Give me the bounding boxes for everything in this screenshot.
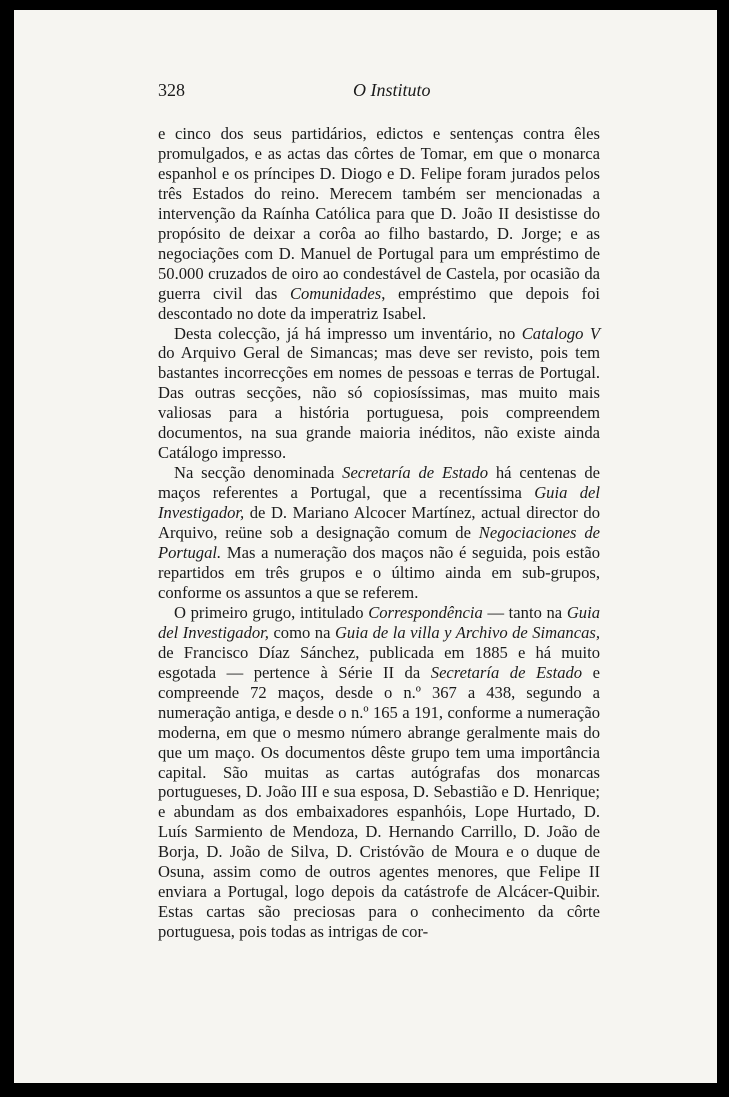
text-segment: de Francisco Díaz Sánchez, publicada em 1885 e há muito esgotada — pertence à Série II da xyxy=(158,642,600,682)
text-segment: — tanto na xyxy=(482,602,567,622)
italic-text-segment: Negociaciones de Portugal. xyxy=(158,523,600,563)
italic-text-segment: Guia del Investigador, xyxy=(158,483,601,523)
text-segment: do Arquivo Geral de Simancas; mas deve ser revisto, pois tem bastantes incorrecções em nomes de pessoas e terras de Portugal. Das outras secções, não só copiosíssimas, mas muito mais valiosas para a história portuguesa, pois compreendem documentos, na sua grande maioria inéditos, não existe ainda Catálogo impresso. xyxy=(158,343,600,463)
italic-text-segment: Catalogo V xyxy=(521,323,600,343)
italic-text-segment: Guia del Investigador, xyxy=(158,602,601,642)
text-segment: Mas a numeração dos maços não é seguida, pois estão repartidos em três grupos e o último ainda em sub-grupos, conforme os assuntos a que se referem. xyxy=(158,543,600,602)
book-page xyxy=(14,10,717,1083)
italic-text-segment: Secretaría de Estado xyxy=(430,662,583,682)
body-text xyxy=(158,124,600,942)
paragraph-3 xyxy=(158,463,600,603)
paragraph-2 xyxy=(158,324,600,464)
italic-text-segment: Guia de la villa y Archivo de Simancas, xyxy=(334,622,600,642)
italic-text-segment: Correspondência xyxy=(368,602,483,622)
text-segment: de D. Mariano Alcocer Martínez, actual director do Arquivo, reüne sob a designação comum de xyxy=(158,503,600,543)
running-header xyxy=(158,80,598,104)
text-segment: Na secção denominada xyxy=(174,463,343,483)
page-number: 328 xyxy=(158,80,185,100)
text-segment: e compreende 72 maços, desde o n.º 367 a 438, segundo a numeração antiga, e desde o n.º 165 a 191, conforme a numeração moderna, em que o mesmo número abrange geralmente mais do que um maço. Os documentos dêste grupo tem uma importância capital. São muitas as cartas autógrafas dos monarcas portugueses, D. João III e sua esposa, D. Sebastião e D. Henrique; e abundam as dos embaixadores espanhóis, Lope Hurtado, D. Luís Sarmiento de Mendoza, D. Hernando Carrillo, D. João de Borja, D. João de Silva, D. Cristóvão de Moura e o duque de Osuna, assim como de outros agentes menores, que Felipe II enviara a Portugal, logo depois da catástrofe de Alcácer-Quibir. Estas cartas são preciosas para o conhecimento da côrte portuguesa, pois todas as intrigas de cor- xyxy=(158,662,601,942)
paragraph-1 xyxy=(158,124,600,324)
text-segment: Desta colecção, já há impresso um inventário, no xyxy=(174,323,522,343)
running-title: O Instituto xyxy=(353,80,431,100)
italic-text-segment: Secretaría de Estado xyxy=(342,463,489,483)
text-segment: , empréstimo que depois foi descontado no dote da imperatriz Isabel. xyxy=(158,283,600,323)
text-segment: e cinco dos seus partidários, edictos e sentenças contra êles promulgados, e as actas das côrtes de Tomar, em que o monarca espanhol e os príncipes D. Diogo e D. Felipe foram jurados pelos três Estados do reino. Merecem também ser mencionadas a intervenção da Raínha Católica para que D. João II desistisse do propósito de deixar a corôa ao filho bastardo, D. Jorge; e as negociações com D. Manuel de Portugal para um empréstimo de 50.000 cruzados de oiro ao condestável de Castela, por ocasião da guerra civil das xyxy=(158,124,600,303)
paragraph-4 xyxy=(158,603,600,942)
text-segment: há centenas de maços referentes a Portugal, que a recentíssima xyxy=(158,463,600,503)
text-segment: como na xyxy=(268,622,335,642)
italic-text-segment: Comunidades xyxy=(289,283,382,303)
text-segment: O primeiro grugo, intitulado xyxy=(174,602,369,622)
